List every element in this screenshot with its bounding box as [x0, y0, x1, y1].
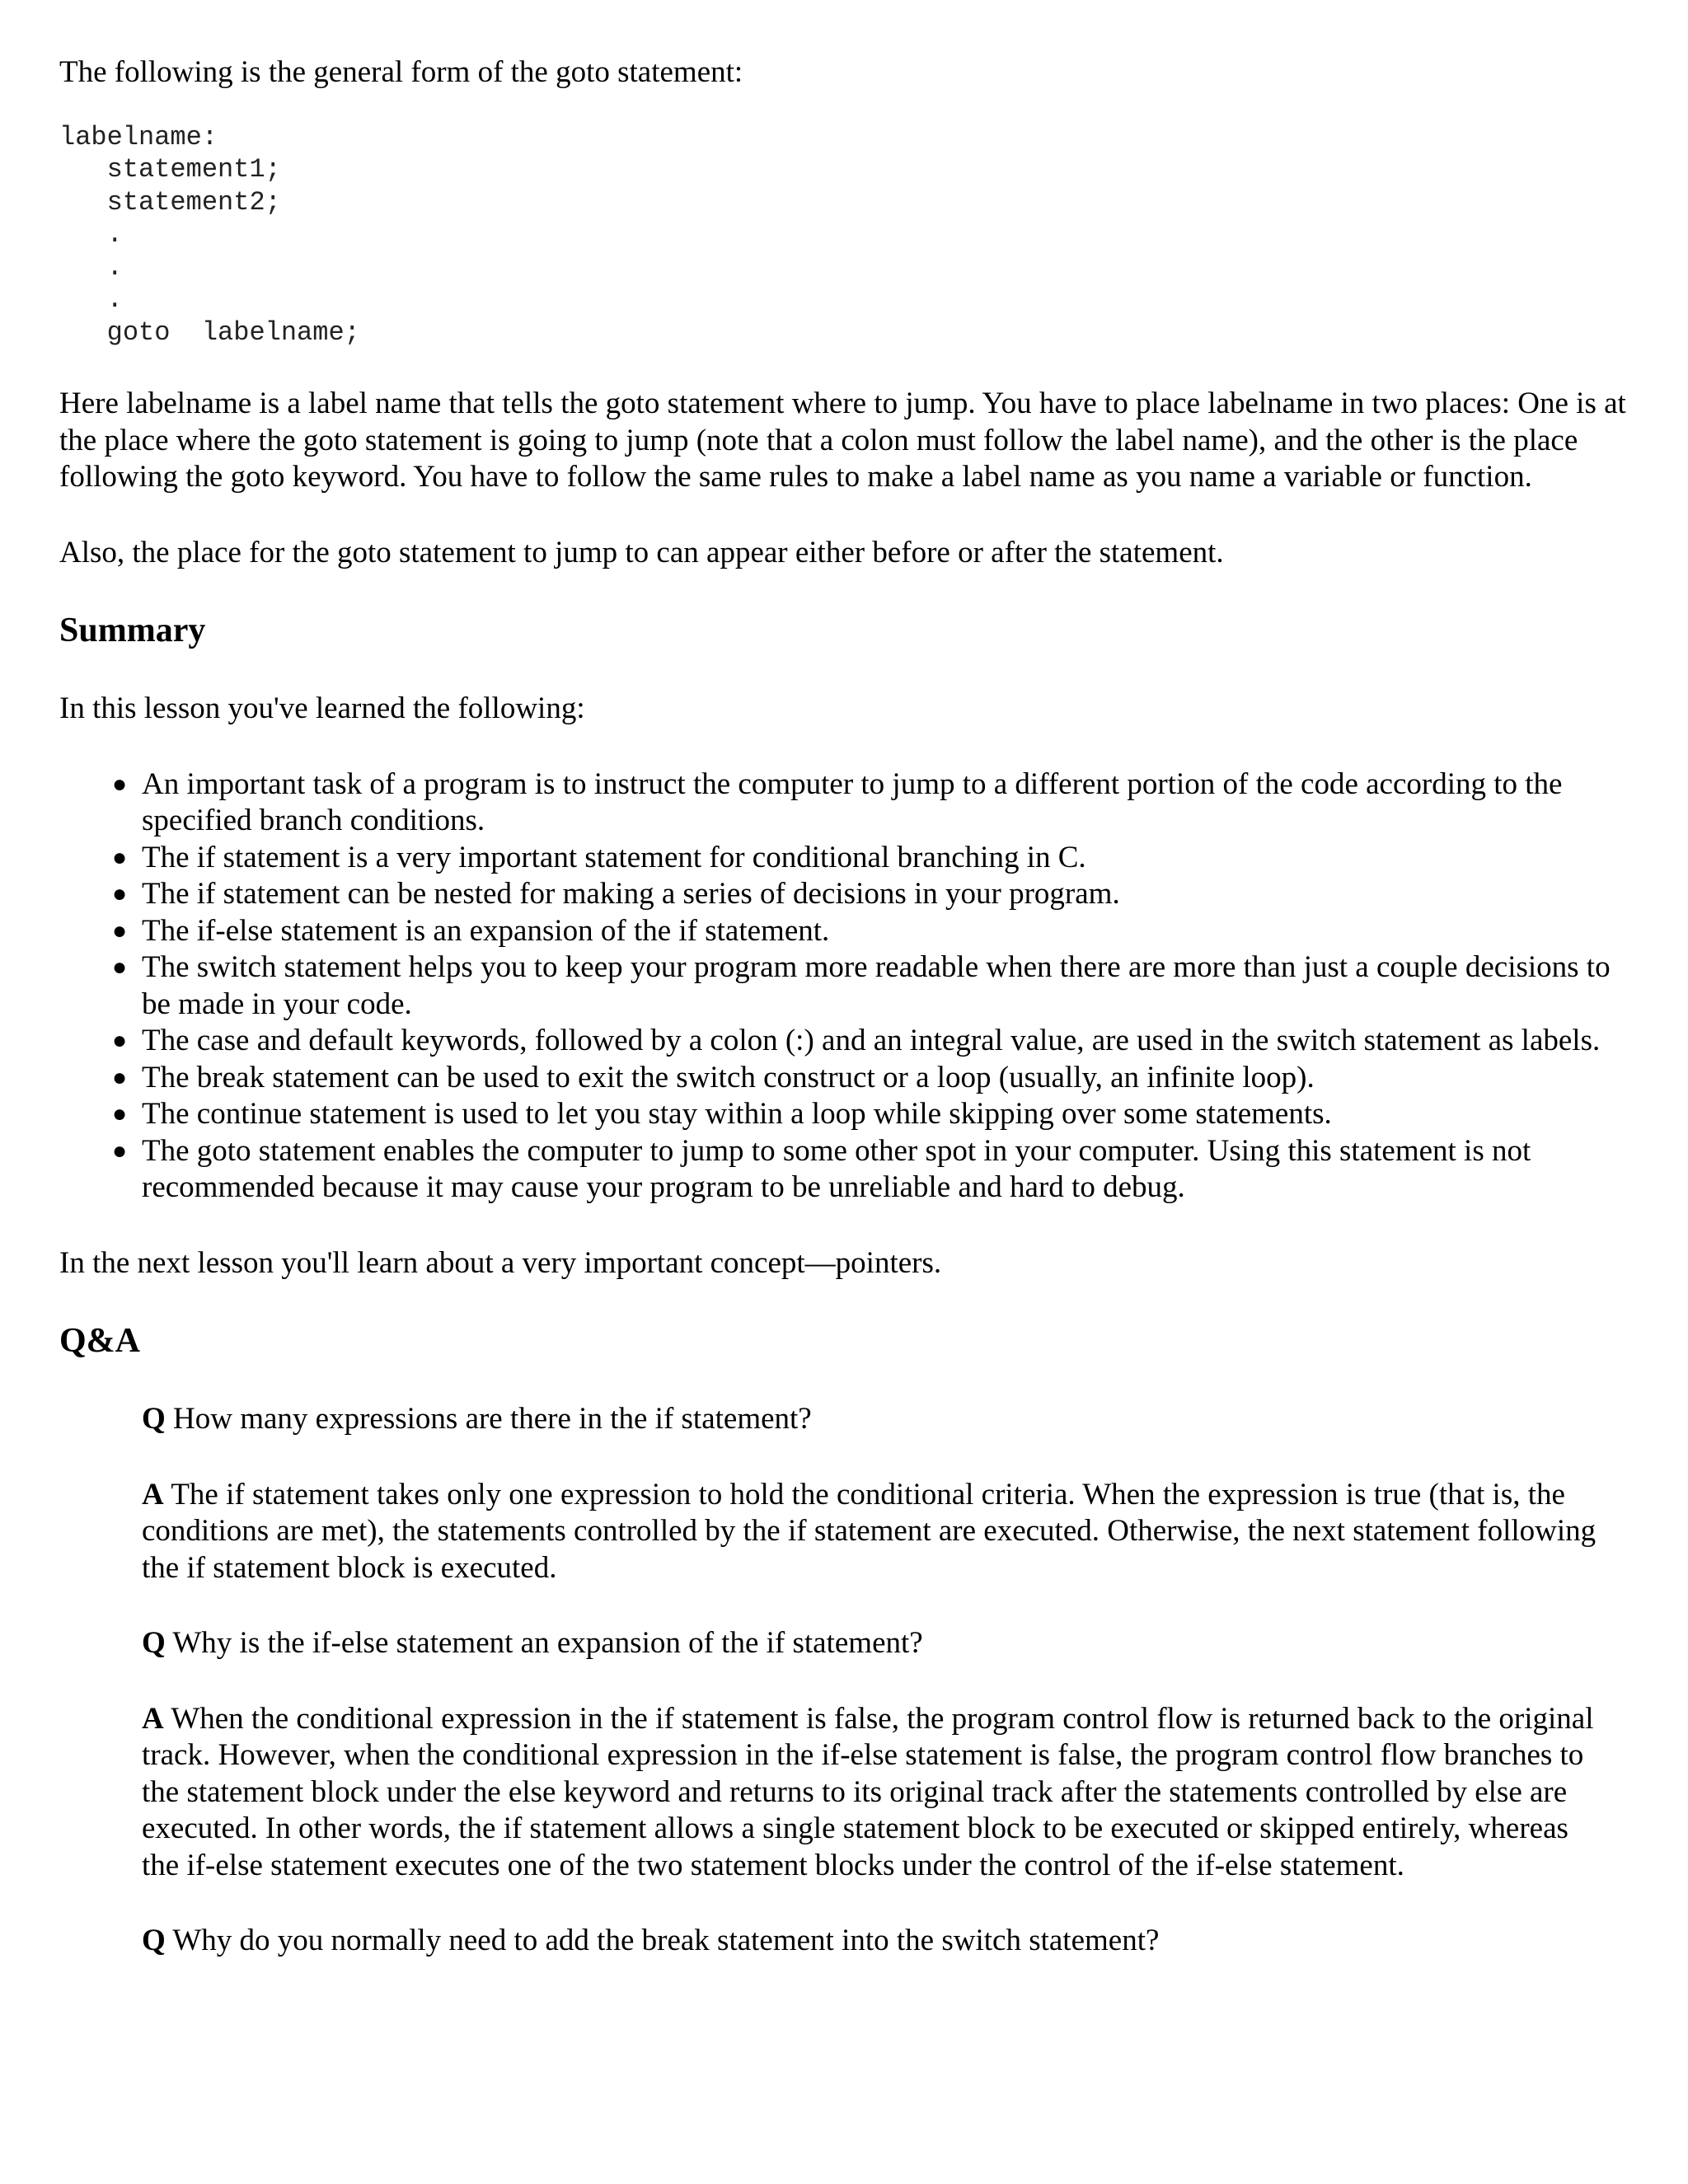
goto-code-block: labelname: statement1; statement2; . . . goto labelname; — [59, 121, 360, 348]
bullet-icon: ● — [112, 1100, 128, 1127]
next-lesson-note: In the next lesson you'll learn about a very important concept—pointers. — [59, 1245, 942, 1280]
summary-list — [59, 766, 1642, 1207]
bullet-icon: ● — [112, 1027, 128, 1054]
qa-section — [142, 1401, 1609, 1960]
summary-item: ● The if statement is a very important statement for conditional branching in C. — [142, 840, 1642, 877]
qa-heading: Q&A — [59, 1322, 140, 1360]
document-page — [59, 54, 1642, 1999]
summary-item: ● The break statement can be used to exit the switch construct or a loop (usually, an infinite loop). — [142, 1060, 1642, 1097]
intro-text: The following is the general form of the goto statement: — [59, 55, 743, 89]
question: Q Why do you normally need to add the break statement into the switch statement? — [142, 1924, 1160, 1957]
a-marker: A — [142, 1701, 164, 1736]
bullet-icon: ● — [112, 916, 128, 944]
labelname-explanation: Here labelname is a label name that tells the goto statement where to jump. You have to place labelname in two places: One is at the place where the goto statement is going to jump (note that a colon must follow the label name), and the other is the place following the goto keyword. You have to follow the same rules to make a label name as you name a variable or function. — [59, 387, 1626, 494]
bullet-icon: ● — [112, 1137, 128, 1165]
q-marker: Q — [142, 1402, 166, 1436]
answer: A The if statement takes only one expression to hold the conditional criteria. When the expression is true (that is, the conditions are met), the statements controlled by the if statement are executed. Otherwise, the next statement following the if statement block is executed. — [142, 1477, 1597, 1585]
bullet-icon: ● — [112, 770, 128, 798]
summary-item: ● The if-else statement is an expansion of the if statement. — [142, 913, 1642, 950]
bullet-icon: ● — [112, 1063, 128, 1091]
jump-placement-note: Also, the place for the goto statement to jump to can appear either before or after the statement. — [59, 535, 1224, 569]
answer: A When the conditional expression in the if statement is false, the program control flow is returned back to the original track. However, when the conditional expression in the if-else statement is false, the program control flow branches to the statement block under the else keyword and returns to its original track after the statements controlled by else are executed. In other words, the if statement allows a single statement block to be executed or skipped entirely, whereas the if-else statement executes one of the two statement blocks under the control of the if-else statement. — [142, 1701, 1594, 1882]
question: Q Why is the if-else statement an expansion of the if statement? — [142, 1626, 923, 1660]
summary-item: ● An important task of a program is to instruct the computer to jump to a different portion of the code according to the specified branch conditions. — [112, 766, 1563, 837]
question: Q How many expressions are there in the if statement? — [142, 1402, 812, 1436]
a-marker: A — [142, 1477, 164, 1511]
summary-item: ● The if statement can be nested for making a series of decisions in your program. — [142, 876, 1642, 913]
summary-item: ● The switch statement helps you to keep your program more readable when there are more than just a couple decisions to be made in your code. — [112, 950, 1611, 1021]
summary-heading: Summary — [59, 612, 206, 649]
summary-lead: In this lesson you've learned the following: — [59, 691, 585, 725]
summary-item: ● The continue statement is used to let you stay within a loop while skipping over some statements. — [142, 1096, 1642, 1133]
summary-item: ● The case and default keywords, followed by a colon (:) and an integral value, are used in the switch statement as labels. — [142, 1023, 1642, 1060]
summary-item: ● The goto statement enables the computer to jump to some other spot in your computer. Using this statement is not recommended because it may cause your program to be unreliable and hard to debug. — [112, 1133, 1531, 1204]
q-marker: Q — [142, 1924, 166, 1957]
bullet-icon: ● — [112, 843, 128, 871]
bullet-icon: ● — [112, 880, 128, 907]
bullet-icon: ● — [112, 954, 128, 981]
q-marker: Q — [142, 1626, 166, 1660]
